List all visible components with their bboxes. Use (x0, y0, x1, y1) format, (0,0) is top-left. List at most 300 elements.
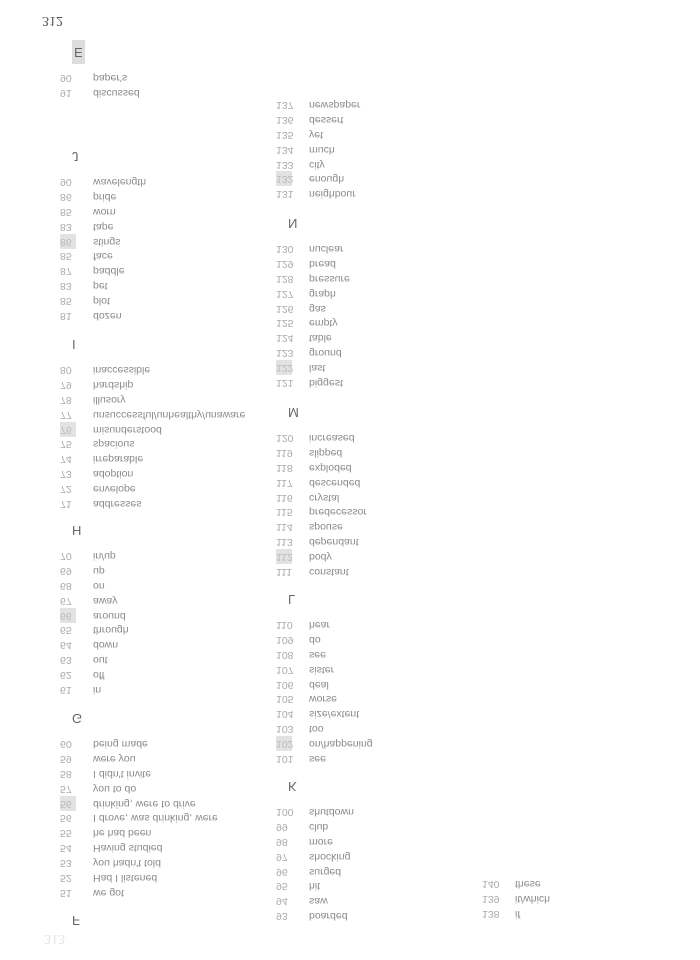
entry-page-number: 79 (60, 378, 72, 391)
entry-page-number: 56 (60, 812, 72, 825)
entry-text: size/extent (309, 708, 360, 721)
index-section-left3 (60, 328, 245, 511)
entry-text: we got (93, 886, 124, 899)
entry-text: sister (309, 663, 335, 676)
index-entry (276, 97, 360, 112)
entry-text: up (93, 564, 105, 577)
entry-text: more (309, 835, 333, 848)
entry-text: misunderstood (93, 423, 162, 436)
entry-page-number: 52 (60, 871, 72, 884)
section-heading (276, 587, 373, 611)
index-entry (276, 849, 354, 864)
index-section-left2 (60, 140, 146, 323)
entry-text: descended (309, 476, 361, 489)
entry-page-number: 95 (276, 880, 288, 893)
entry-page-number: 90 (60, 71, 72, 84)
section-heading (60, 332, 245, 356)
entry-page-number: 139 (482, 892, 500, 905)
index-section-right1 (276, 97, 360, 201)
entry-page-number: 77 (60, 408, 72, 421)
entry-page-number: 137 (276, 98, 294, 111)
entry-text: shocking (309, 850, 351, 863)
entry-text: paper's (93, 71, 128, 84)
index-entry (60, 667, 129, 682)
entry-page-number: 72 (60, 483, 72, 496)
entry-page-number: 65 (60, 624, 72, 637)
entry-page-number: 93 (276, 910, 288, 923)
index-entry (60, 362, 245, 377)
entry-text: see (309, 648, 326, 661)
entry-text: envelope (93, 483, 136, 496)
entry-page-number: 85 (60, 205, 72, 218)
entry-text: nuclear (309, 242, 344, 255)
index-entry (276, 632, 373, 647)
entry-page-number: 99 (276, 820, 288, 833)
index-entry (276, 564, 367, 579)
entry-text: see (309, 752, 326, 765)
entry-text: paddle (93, 265, 125, 278)
index-entry (60, 308, 146, 323)
entry-text: pet (93, 280, 108, 293)
entry-text: shutdown (309, 805, 354, 818)
entry-text: being made (93, 737, 148, 750)
entry-text: dependant (309, 536, 359, 549)
entry-text: were you (93, 752, 136, 765)
entry-text: exploded (309, 461, 352, 474)
index-entry (60, 578, 129, 593)
index-entry (60, 840, 218, 855)
entry-page-number: 70 (60, 549, 72, 562)
entry-page-number: 127 (276, 287, 294, 300)
index-entry (276, 375, 350, 390)
index-entry (482, 891, 550, 906)
index-section-right5 (276, 770, 354, 923)
page-number-top: 312 (42, 13, 63, 28)
index-entry (276, 445, 367, 460)
section-letter: E (72, 40, 85, 64)
entry-page-number: 80 (60, 363, 72, 376)
index-entry (276, 460, 367, 475)
entry-page-number: 83 (60, 280, 72, 293)
entry-page-number: 113 (276, 536, 293, 549)
entry-text: spouse (309, 521, 343, 534)
index-entry (60, 407, 245, 422)
index-entry (60, 377, 245, 392)
entry-text: crystal (309, 491, 340, 504)
index-entry (60, 796, 218, 811)
entry-page-number: 90 (60, 175, 72, 188)
section-heading (60, 144, 146, 168)
index-entry (276, 345, 350, 360)
section-letter: K (288, 779, 297, 794)
entry-text: biggest (309, 376, 343, 389)
index-section-left5 (60, 702, 218, 900)
entry-text: deal (309, 678, 329, 691)
index-entry (60, 751, 218, 766)
index-entry (276, 241, 350, 256)
index-entry (60, 855, 218, 870)
index-section-left6 (60, 904, 80, 938)
index-entry (276, 549, 367, 564)
index-entry (276, 490, 367, 505)
entry-page-number: 105 (276, 693, 294, 706)
index-entry (60, 422, 245, 437)
index-entry (482, 876, 550, 891)
index-entry (60, 204, 146, 219)
entry-page-number: 54 (60, 842, 72, 855)
entry-text: constant (309, 565, 349, 578)
entry-text: increased (309, 431, 355, 444)
index-entry (276, 706, 373, 721)
index-entry (60, 234, 146, 249)
section-letter: J (72, 149, 79, 164)
entry-text: hit (309, 880, 321, 893)
index-entry (276, 301, 350, 316)
entry-text: you hadn't told (93, 857, 161, 870)
index-entry (276, 691, 373, 706)
entry-page-number: 73 (60, 468, 72, 481)
index-entry (276, 475, 367, 490)
index-entry (276, 834, 354, 849)
entry-text: spacious (93, 438, 135, 451)
entry-page-number: 134 (276, 143, 294, 156)
index-section-third1 (482, 876, 550, 921)
index-entry (60, 263, 146, 278)
section-letter: F (72, 913, 80, 928)
index-entry (276, 157, 360, 172)
entry-page-number: 120 (276, 431, 294, 444)
index-entry (60, 622, 129, 637)
entry-text: face (93, 250, 113, 263)
entry-text: down (93, 639, 119, 652)
index-entry (276, 804, 354, 819)
entry-page-number: 109 (276, 633, 294, 646)
entry-page-number: 97 (276, 850, 288, 863)
entry-text: plot (93, 295, 110, 308)
index-entry (60, 189, 146, 204)
entry-page-number: 100 (276, 805, 294, 818)
entry-text: on (93, 579, 105, 592)
index-entry (60, 451, 245, 466)
section-letter: I (72, 337, 76, 352)
entry-page-number: 111 (276, 565, 292, 578)
index-entry (276, 819, 354, 834)
index-entry (276, 430, 367, 445)
entry-text: newspaper (309, 98, 361, 111)
index-entry (60, 736, 218, 751)
index-entry (482, 906, 550, 921)
entry-page-number: 68 (60, 579, 72, 592)
entry-text: unsuccessful/unhealthy/unaware (93, 408, 246, 421)
entry-page-number: 66 (60, 608, 76, 623)
entry-text: pride (93, 190, 117, 203)
entry-text: I didn't invite (93, 767, 152, 780)
entry-page-number: 126 (276, 302, 294, 315)
entry-text: on/happening (309, 738, 373, 751)
entry-page-number: 98 (276, 835, 288, 848)
entry-page-number: 121 (276, 376, 294, 389)
index-entry (276, 908, 354, 923)
entry-text: too (309, 723, 324, 736)
entry-page-number: 58 (60, 767, 72, 780)
index-entry (60, 174, 146, 189)
index-entry (60, 278, 146, 293)
entry-page-number: 140 (482, 877, 500, 890)
entry-page-number: 124 (276, 332, 294, 345)
entry-page-number: 86 (60, 190, 72, 203)
entry-text: I drove, was drinking, were (93, 812, 218, 825)
index-entry (276, 721, 373, 736)
entry-text: gas (309, 302, 326, 315)
index-entry (276, 893, 354, 908)
section-heading (276, 400, 367, 424)
entry-page-number: 107 (276, 663, 294, 676)
entry-text: ground (309, 347, 342, 360)
entry-page-number: 110 (276, 618, 293, 631)
index-entry (60, 766, 218, 781)
entry-page-number: 69 (60, 564, 72, 577)
entry-text: around (93, 609, 126, 622)
section-heading (60, 40, 140, 64)
entry-page-number: 53 (60, 857, 72, 870)
entry-page-number: 129 (276, 257, 294, 270)
entry-page-number: 94 (276, 895, 288, 908)
entry-text: irreparable (93, 453, 144, 466)
index-entry (60, 85, 140, 100)
entry-text: graph (309, 287, 336, 300)
index-entry (60, 652, 129, 667)
entry-page-number: 136 (276, 113, 294, 126)
entry-text: wavelength (93, 175, 147, 188)
section-heading (276, 211, 350, 235)
entry-page-number: 61 (60, 683, 72, 696)
index-entry (60, 608, 129, 623)
entry-page-number: 63 (60, 654, 72, 667)
entry-text: hear (309, 618, 331, 631)
entry-text: body (309, 551, 332, 564)
index-entry (276, 647, 373, 662)
index-entry (60, 466, 245, 481)
index-entry (60, 870, 218, 885)
entry-page-number: 96 (276, 865, 288, 878)
section-letter: G (72, 711, 83, 726)
entry-page-number: 131 (276, 188, 294, 201)
entry-page-number: 128 (276, 272, 294, 285)
entry-text: out (93, 654, 108, 667)
entry-page-number: 86 (60, 234, 76, 249)
entry-text: discussed (93, 86, 140, 99)
entry-page-number: 112 (276, 551, 293, 564)
index-entry (276, 330, 350, 345)
entry-page-number: 103 (276, 723, 294, 736)
index-entry (276, 677, 373, 692)
entry-text: do (309, 633, 321, 646)
entry-text: inaccessible (93, 363, 151, 376)
entry-text: Had I listened (93, 871, 158, 884)
index-entry (276, 171, 360, 186)
section-heading (60, 908, 80, 932)
section-letter: L (288, 592, 296, 607)
entry-text: if (515, 907, 521, 920)
entry-page-number: 62 (60, 669, 72, 682)
section-letter: H (72, 523, 82, 538)
entry-text: Having studied (93, 842, 163, 855)
entry-page-number: 123 (276, 347, 294, 360)
index-entry (60, 637, 129, 652)
section-letter: M (288, 405, 299, 420)
entry-text: through (93, 624, 129, 637)
entry-page-number: 133 (276, 158, 294, 171)
section-heading (60, 706, 218, 730)
entry-text: you to do (93, 782, 137, 795)
index-entry (276, 271, 350, 286)
entry-text: off (93, 669, 105, 682)
entry-page-number: 81 (60, 309, 72, 322)
index-entry (60, 248, 146, 263)
entry-page-number: 71 (60, 497, 72, 510)
entry-page-number: 138 (482, 907, 500, 920)
index-entry (276, 142, 360, 157)
index-entry (276, 504, 367, 519)
entry-page-number: 60 (60, 737, 72, 750)
entry-page-number: 85 (60, 250, 72, 263)
entry-page-number: 104 (276, 708, 294, 721)
entry-page-number: 76 (60, 422, 76, 437)
page-number-bottom: 313 (44, 931, 65, 946)
entry-text: predecessor (309, 506, 367, 519)
index-entry (60, 810, 218, 825)
entry-page-number: 83 (60, 220, 72, 233)
index-entry (60, 496, 245, 511)
index-entry (276, 617, 373, 632)
entry-text: worn (93, 205, 116, 218)
index-section-right2 (276, 207, 350, 390)
index-entry (60, 293, 146, 308)
index-entry (60, 781, 218, 796)
index-entry (276, 878, 354, 893)
index-section-left1 (60, 36, 140, 100)
index-entry (60, 885, 218, 900)
entry-text: hardship (93, 378, 134, 391)
entry-page-number: 87 (60, 265, 72, 278)
entry-page-number: 59 (60, 752, 72, 765)
entry-text: neighbour (309, 188, 356, 201)
entry-text: table (309, 332, 332, 345)
index-entry (276, 751, 373, 766)
entry-page-number: 122 (276, 362, 294, 375)
entry-page-number: 117 (276, 476, 293, 489)
entry-page-number: 114 (276, 521, 293, 534)
entry-text: drinking, were to drive (93, 797, 196, 810)
entry-page-number: 108 (276, 648, 294, 661)
entry-text: in/up (93, 549, 116, 562)
index-entry (60, 563, 129, 578)
entry-page-number: 119 (276, 446, 293, 459)
entry-page-number: 115 (276, 506, 293, 519)
entry-text: illusory (93, 393, 126, 406)
entry-page-number: 101 (276, 752, 294, 765)
entry-page-number: 118 (276, 461, 293, 474)
entry-text: he had been (93, 827, 152, 840)
entry-page-number: 56 (60, 796, 76, 811)
entry-text: worse (309, 693, 338, 706)
entry-text: city (309, 158, 325, 171)
index-entry (276, 186, 360, 201)
entry-text: stings (93, 235, 121, 248)
entry-page-number: 135 (276, 128, 294, 141)
entry-page-number: 51 (60, 886, 72, 899)
index-entry (60, 548, 129, 563)
entry-page-number: 57 (60, 782, 72, 795)
index-entry (276, 864, 354, 879)
entry-text: in (93, 683, 102, 696)
index-entry (276, 736, 373, 751)
entry-text: boarded (309, 910, 348, 923)
entry-text: empty (309, 317, 338, 330)
entry-page-number: 102 (276, 738, 294, 751)
index-entry (276, 534, 367, 549)
index-entry (60, 70, 140, 85)
entry-text: it/which (515, 892, 551, 905)
entry-page-number: 125 (276, 317, 294, 330)
index-entry (276, 662, 373, 677)
entry-page-number: 75 (60, 438, 72, 451)
index-entry (276, 112, 360, 127)
section-heading (60, 518, 129, 542)
index-section-right4 (276, 583, 373, 766)
entry-text: dessert (309, 113, 344, 126)
section-heading (276, 774, 354, 798)
entry-text: these (515, 877, 541, 890)
entry-page-number: 106 (276, 678, 294, 691)
index-entry (276, 256, 350, 271)
index-entry (276, 315, 350, 330)
entry-text: club (309, 820, 329, 833)
entry-page-number: 74 (60, 453, 72, 466)
entry-page-number: 64 (60, 639, 72, 652)
index-entry (60, 481, 245, 496)
entry-text: bread (309, 257, 336, 270)
index-entry (60, 825, 218, 840)
entry-page-number: 78 (60, 393, 72, 406)
index-entry (276, 360, 350, 375)
entry-text: much (309, 143, 335, 156)
entry-text: away (93, 594, 118, 607)
entry-page-number: 132 (276, 173, 294, 186)
index-entry (60, 436, 245, 451)
entry-page-number: 116 (276, 491, 293, 504)
entry-text: adoption (93, 468, 134, 481)
index-entry (60, 392, 245, 407)
index-entry (60, 593, 129, 608)
entry-text: addresses (93, 497, 142, 510)
index-entry (276, 519, 367, 534)
entry-text: tape (93, 220, 114, 233)
entry-page-number: 85 (60, 295, 72, 308)
index-entry (60, 219, 146, 234)
entry-text: enough (309, 173, 345, 186)
index-entry (276, 127, 360, 142)
entry-text: yet (309, 128, 324, 141)
entry-text: slipped (309, 446, 343, 459)
entry-text: surged (309, 865, 342, 878)
entry-text: pressure (309, 272, 350, 285)
index-section-right3 (276, 396, 367, 579)
index-entry (276, 286, 350, 301)
entry-page-number: 130 (276, 242, 294, 255)
entry-text: saw (309, 895, 328, 908)
entry-page-number: 67 (60, 594, 72, 607)
